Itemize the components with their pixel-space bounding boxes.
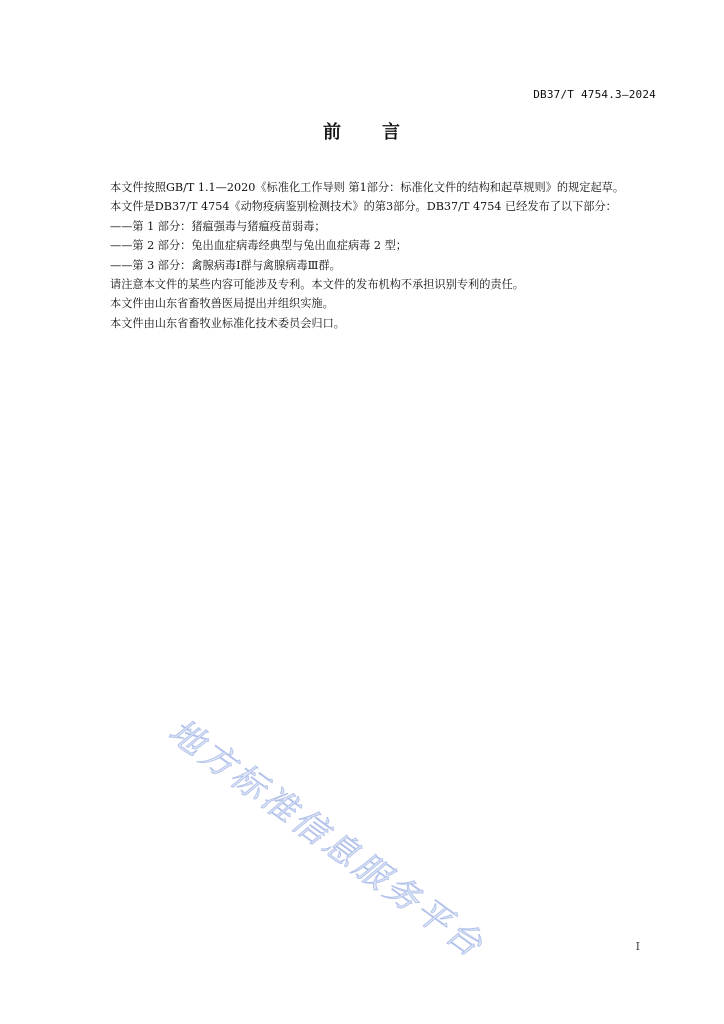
list-item-part-1: ——第 1 部分：猪瘟强毒与猪瘟疫苗弱毒； [110,219,326,233]
paragraph-proposer: 本文件由山东省畜牧兽医局提出并组织实施。 [110,297,334,311]
page-title [0,118,724,144]
paragraph-series-parts: 本文件是DB37/T 4754《动物疫病鉴别检测技术》的第3部分。DB37/T 4754 已经发布了以下部分： [110,200,617,214]
document-code: DB37/T 4754.3—2024 [533,88,656,101]
paragraph-committee: 本文件由山东省畜牧业标准化技术委员会归口。 [110,316,345,330]
paragraph-drafting-rules: 本文件按照GB/T 1.1—2020《标准化工作导则 第1部分：标准化文件的结构和起草规则》的规定起草。 [110,181,625,194]
list-item-part-2: ——第 2 部分：兔出血症病毒经典型与兔出血症病毒 2 型； [110,239,407,253]
paragraph-patent-notice: 请注意本文件的某些内容可能涉及专利。本文件的发布机构不承担识别专利的责任。 [110,278,524,292]
list-item-part-3: ——第 3 部分：禽腺病毒Ⅰ群与禽腺病毒Ⅲ群。 [110,258,341,272]
page-number: I [635,940,640,953]
page-title-left: 前 [323,122,342,143]
watermark: 地方标准信息服务平台 [161,711,493,967]
foreword-body [88,178,658,333]
page-title-right: 言 [382,122,401,143]
